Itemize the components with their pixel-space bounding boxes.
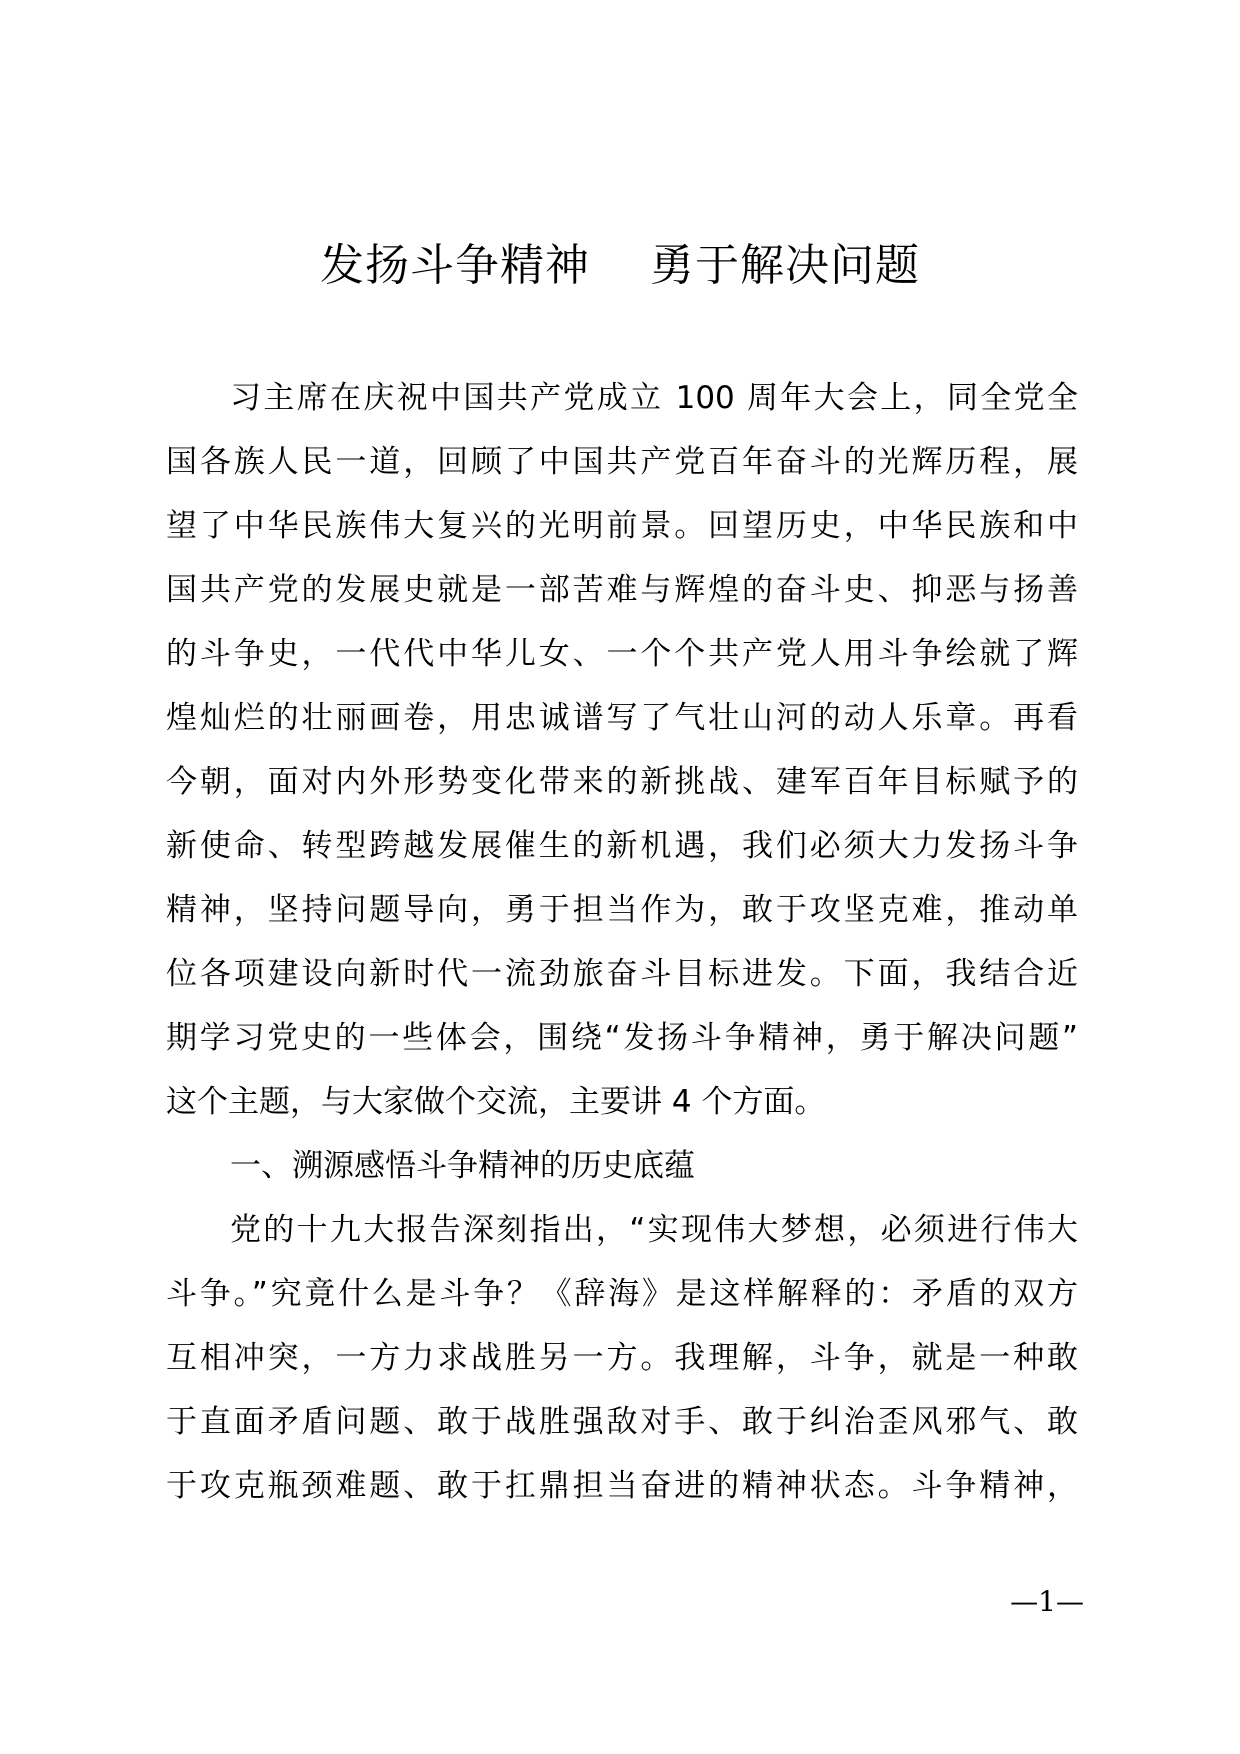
paragraph-line: 期学习党史的一些体会，围绕“发扬斗争精神，勇于解决问题”	[166, 1020, 1078, 1056]
paragraph-line: 习主席在庆祝中国共产党成立 100 周年大会上，同全党全	[230, 380, 1078, 416]
paragraph-line: 党的十九大报告深刻指出，“实现伟大梦想，必须进行伟大	[230, 1212, 1078, 1248]
paragraph-line: 斗争。”究竟什么是斗争？《辞海》是这样解释的：矛盾的双方	[166, 1276, 1078, 1312]
body-text	[166, 366, 1078, 1518]
paragraph-line: 新使命、转型跨越发展催生的新机遇，我们必须大力发扬斗争	[166, 828, 1078, 864]
paragraph-line: 精神，坚持问题导向，勇于担当作为，敢于攻坚克难，推动单	[166, 892, 1078, 928]
section-heading: 一、溯源感悟斗争精神的历史底蕴	[230, 1148, 695, 1184]
page-title: 发扬斗争精神 勇于解决问题	[320, 240, 920, 291]
paragraph-line: 国各族人民一道，回顾了中国共产党百年奋斗的光辉历程，展	[166, 444, 1078, 480]
paragraph-line: 位各项建设向新时代一流劲旅奋斗目标进发。下面，我结合近	[166, 956, 1078, 992]
paragraph-line: 煌灿烂的壮丽画卷，用忠诚谱写了气壮山河的动人乐章。再看	[166, 700, 1078, 736]
paragraph-line: 这个主题，与大家做个交流，主要讲 4 个方面。	[166, 1084, 826, 1120]
paragraph-line: 于直面矛盾问题、敢于战胜强敌对手、敢于纠治歪风邪气、敢	[166, 1404, 1078, 1440]
paragraph-line: 的斗争史，一代代中华儿女、一个个共产党人用斗争绘就了辉	[166, 636, 1078, 672]
paragraph-line: 互相冲突，一方力求战胜另一方。我理解，斗争，就是一种敢	[166, 1340, 1078, 1376]
paragraph-line: 今朝，面对内外形势变化带来的新挑战、建军百年目标赋予的	[166, 764, 1078, 800]
paragraph-line: 国共产党的发展史就是一部苦难与辉煌的奋斗史、抑恶与扬善	[166, 572, 1078, 608]
paragraph-line: 于攻克瓶颈难题、敢于扛鼎担当奋进的精神状态。斗争精神，	[166, 1468, 1078, 1504]
page-number: —1—	[1010, 1585, 1084, 1618]
paragraph-line: 望了中华民族伟大复兴的光明前景。回望历史，中华民族和中	[166, 508, 1078, 544]
